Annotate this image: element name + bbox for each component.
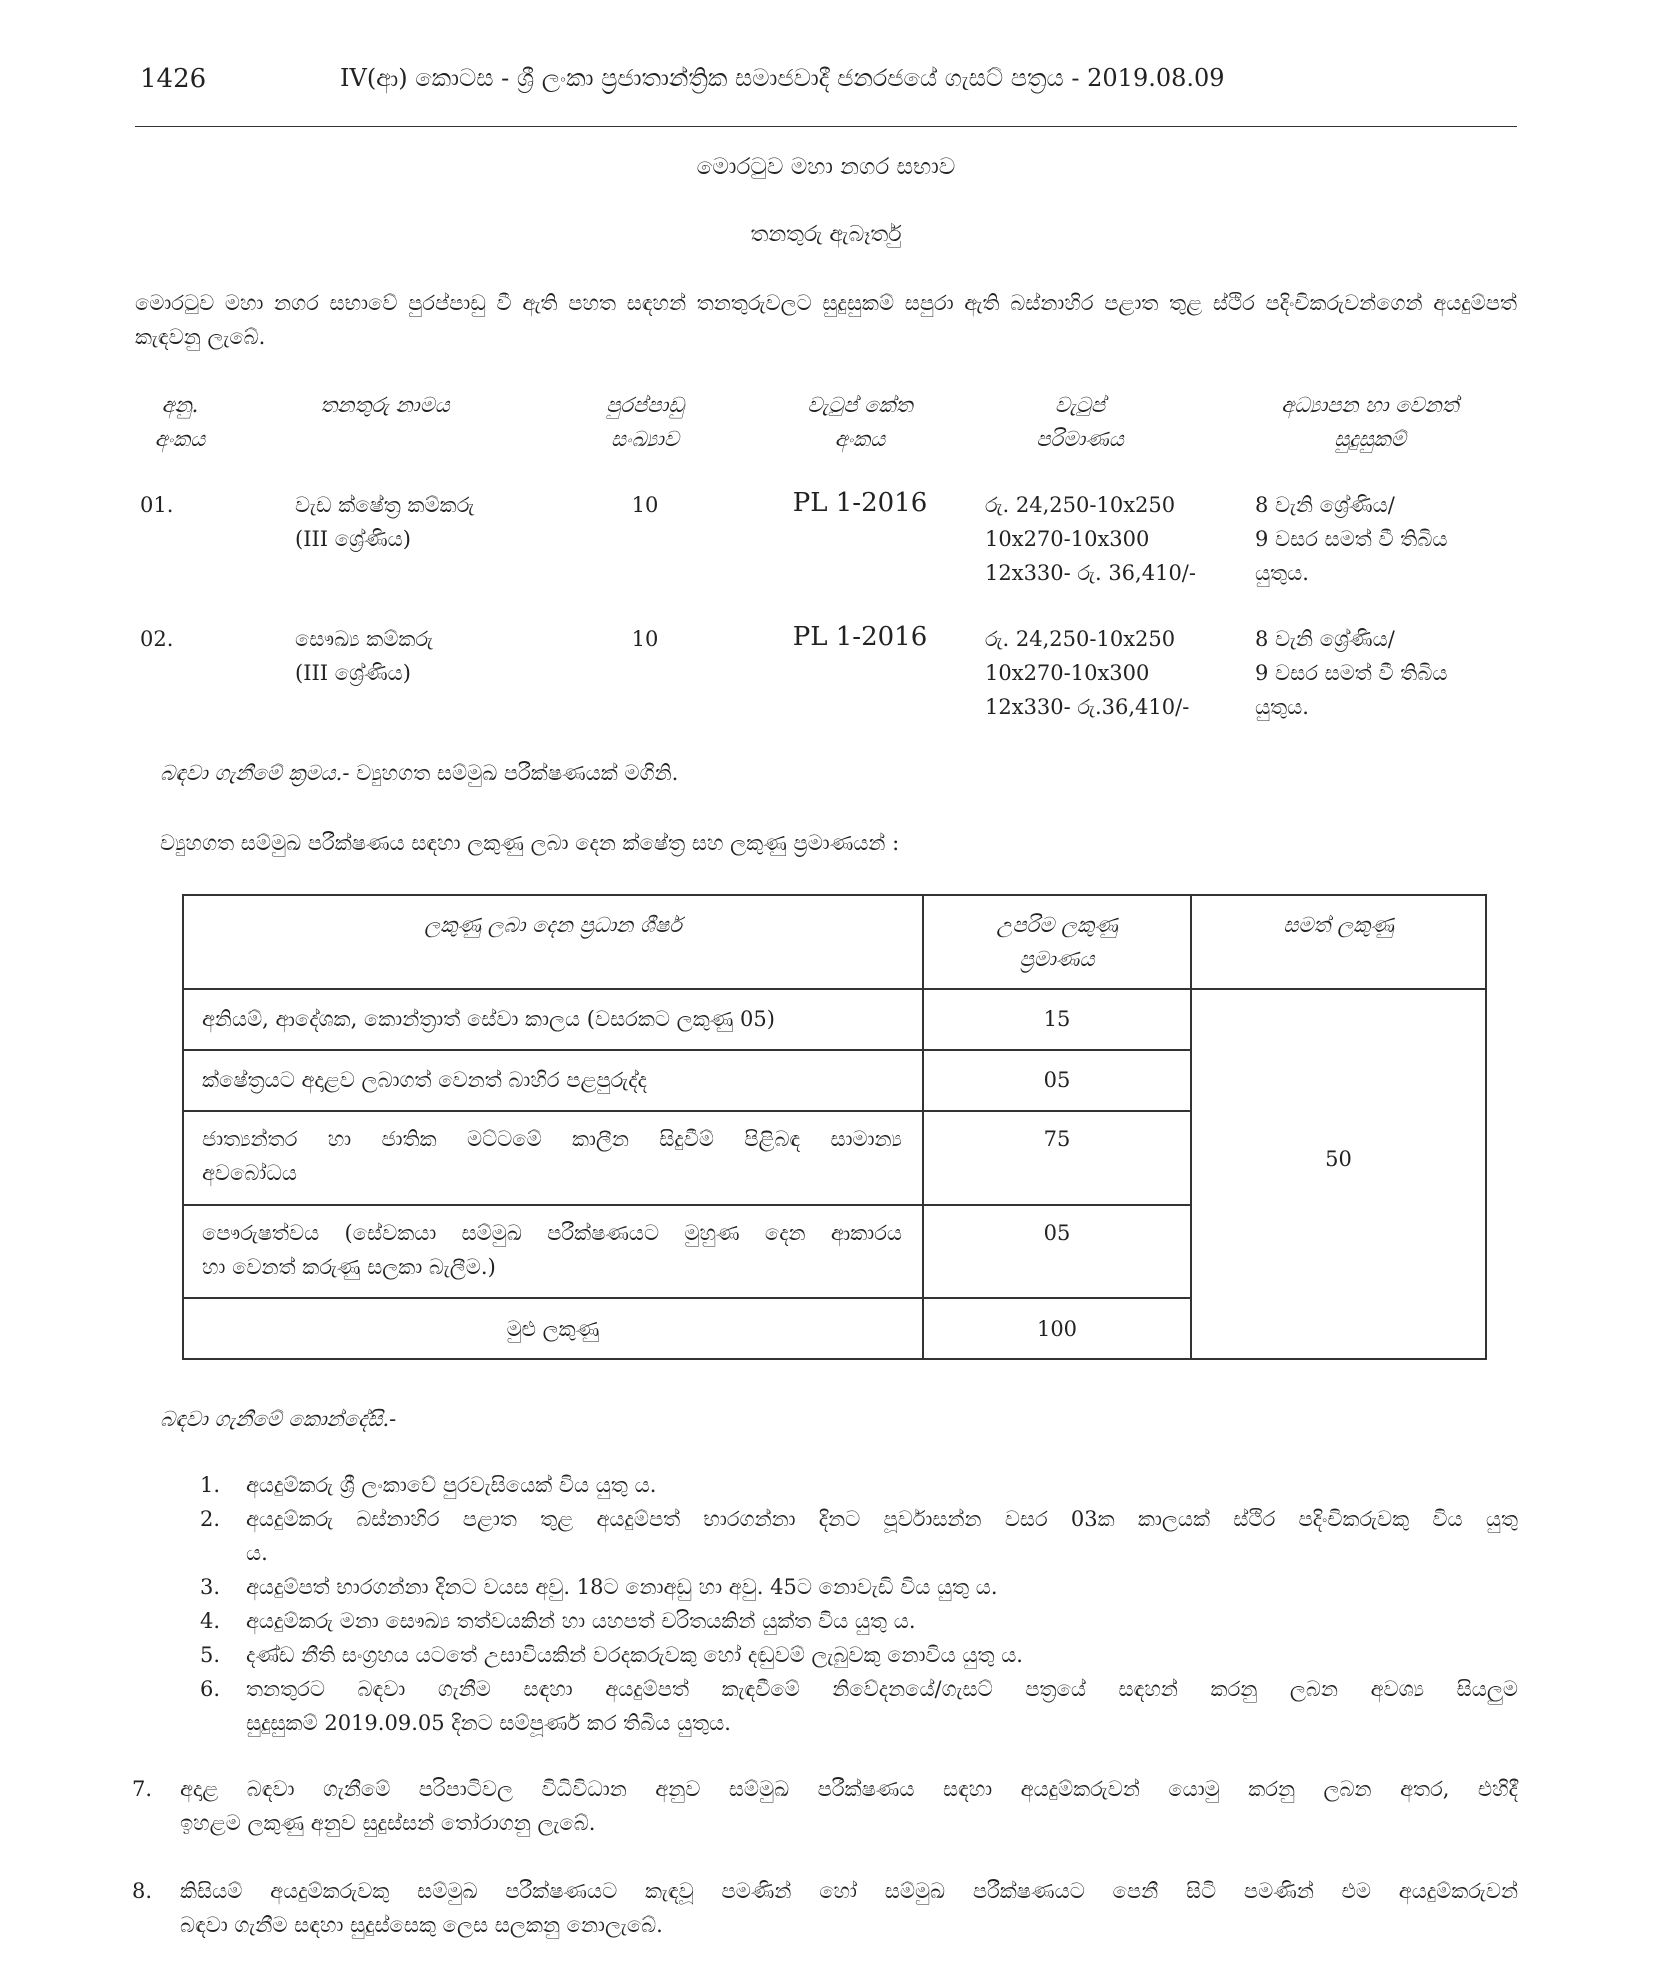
marks-table-divider: [184, 1110, 1190, 1112]
vacancy-salary-scale: රු. 24,250-10x250 10x270-10x300 12x330- රු.36,410/-: [985, 627, 1190, 719]
marks-header-pass: සමත් ලකුණු: [1283, 913, 1394, 937]
marks-topic: අනියම්, ආදේශක, කොන්ත්‍රාත් සේවා කාලය (වසරකට ලකුණු 05): [202, 1007, 775, 1031]
marks-table-divider: [184, 988, 1485, 990]
marks-table-divider: [184, 1297, 1190, 1299]
intro-paragraph: මොරටුව මහා නගර සභාවේ පුරප්පාඩු වී ඇති පහත සඳහන් තනතුරුවලට සුදුසුකම් සපුරා ඇති බස්නාහිර පළාත තුළ ස්ථිර පදිංචිකරුවන්ගෙන් අයදුම්පත් කැඳවනු ලැබේ.: [135, 291, 1517, 349]
notice-title: තනතුරු ඇබෑර්තු: [750, 222, 902, 247]
marks-value: 05: [1043, 1221, 1071, 1245]
vacancy-header-no: අනු. අංකය: [154, 393, 206, 451]
marks-value: 15: [1043, 1007, 1071, 1031]
marks-table-divider: [184, 1204, 1190, 1206]
vacancy-header-salary-code: වැටුප් කේත අංකය: [807, 393, 913, 451]
vacancy-post: සෞඛ්‍ය කම්කරු (III ශ්‍රේණිය): [295, 627, 433, 685]
recruitment-method-label: බඳවා ගැනීමේ ක්‍රමය.-: [160, 761, 350, 785]
vacancy-count: 10: [631, 493, 659, 517]
marks-topic: ජාත්‍යන්තර හා ජාතික මට්ටමේ කාලීන සිදුවීම් පිළිබඳ සාමාන්‍ය අවබෝධය: [202, 1127, 902, 1185]
vacancy-header-qualifications: අධ්‍යාපන හා වෙනත් සුදුසුකම්: [1281, 393, 1459, 451]
marks-value: 05: [1043, 1068, 1071, 1092]
vacancy-salary-scale: රු. 24,250-10x250 10x270-10x300 12x330- රු. 36,410/-: [985, 493, 1196, 585]
vacancy-salary-code: PL 1-2016: [792, 622, 928, 652]
marks-total-value: 100: [1036, 1317, 1078, 1341]
vacancy-count: 10: [631, 627, 659, 651]
marks-intro: ව්‍යුහගත සම්මුඛ පරීක්ෂණය සඳහා ලකුණු ලබා දෙන ක්ෂේත්‍ර සහ ලකුණු ප්‍රමාණයන් :: [160, 831, 900, 855]
running-title: IV(ආ) කොටස - ශ්‍රී ලංකා ප්‍රජාතාන්ත්‍රික සමාජවාදී ජනරජයේ ගැසට් පත්‍රය - 2019.08.09: [340, 64, 1225, 92]
marks-topic: ක්ෂේත්‍රයට අදාළව ලබාගත් වෙනත් බාහිර පළපුරුද්ද: [202, 1068, 647, 1092]
vacancy-salary-code: PL 1-2016: [792, 488, 928, 518]
vacancy-post: වැඩ ක්ෂේත්‍ර කම්කරු (III ශ්‍රේණිය): [295, 493, 475, 551]
recruitment-method: [160, 756, 678, 790]
vacancy-header-vacancies: පුරප්පාඩු සංඛ්‍යාව: [606, 393, 684, 451]
vacancy-no: 01.: [140, 493, 174, 517]
marks-table-divider: [184, 1049, 1190, 1051]
vacancy-no: 02.: [140, 627, 174, 651]
page-number: 1426: [140, 64, 207, 94]
pass-marks-value: 50: [1325, 1147, 1352, 1171]
marks-table-divider: [1190, 896, 1192, 1358]
vacancy-qualifications: 8 වැනි ශ්‍රේණිය/ 9 වසර සමත් වී තිබිය යුතුය.: [1255, 627, 1448, 719]
marks-header-max: උපරිම ලකුණු ප්‍රමාණය: [996, 913, 1118, 971]
marks-topic: පෞරුෂත්වය (සේවකයා සම්මුඛ පරීක්ෂණයට මුහුණ දෙන ආකාරය හා වෙනත් කරුණු සලකා බැලීම.): [202, 1221, 902, 1279]
vacancy-qualifications: 8 වැනි ශ්‍රේණිය/ 9 වසර සමත් වී තිබිය යුතුය.: [1255, 493, 1448, 585]
marks-table: [182, 894, 1487, 1360]
vacancy-header-salary-scale: වැටුප් පරිමාණය: [1036, 393, 1124, 451]
marks-value: 75: [1043, 1127, 1071, 1151]
recruitment-method-text: ව්‍යුහගත සම්මුඛ පරීක්ෂණයක් මගිනි.: [349, 761, 679, 785]
marks-total-label: මුළු ලකුණු: [506, 1317, 600, 1341]
conditions-title: බඳවා ගැනීමේ කොන්දේසි.-: [160, 1407, 397, 1431]
header-rule: [135, 126, 1517, 127]
marks-header-topic: ලකුණු ලබා දෙන ප්‍රධාන ශීර්ෂ: [424, 913, 682, 937]
vacancy-header-post: තනතුරු නාමය: [320, 393, 450, 417]
org-title: මොරටුව මහා නගර සභාව: [696, 154, 956, 180]
